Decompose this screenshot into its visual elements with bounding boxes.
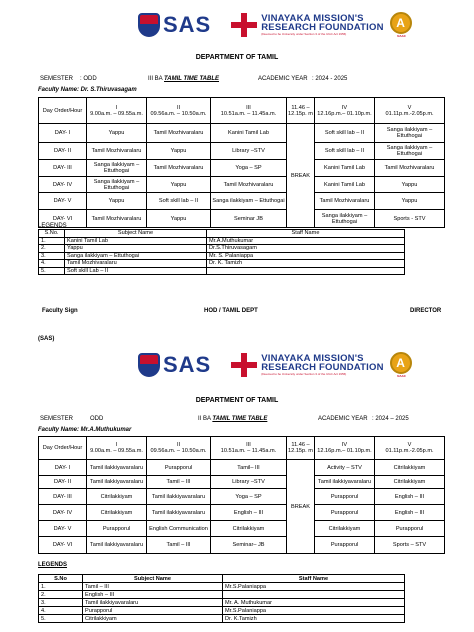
header-period-4: IV 12.16p.m.– 01.10p.m. (315, 98, 375, 124)
list-item: 2. Yappu Dr.S.Thiruvasagam (39, 245, 405, 253)
period-cell: Citrilakkiyam (87, 505, 147, 521)
timetable-2 (38, 436, 445, 554)
period-cell: Yappu (147, 143, 211, 160)
header-period-4: IV 12.16p.m.– 01.10p.m. (315, 437, 375, 460)
timetable-1 (38, 97, 445, 228)
timetable-header-row (39, 98, 445, 124)
period-cell: Citrilakkiyam (315, 521, 375, 537)
period-cell: Yappu (375, 193, 445, 210)
vmrf-line2: RESEARCH FOUNDATION (261, 362, 384, 373)
period-cell: Sanga ilakkiyam – Ettuthogai (315, 210, 375, 228)
header-day: Day Order/Hour (39, 437, 87, 460)
table-row (39, 193, 445, 210)
vmrf-line1: VINAYAKA MISSION'S (261, 353, 364, 364)
vmrf-sub: (Deemed to be University under Section 3 of the UGC Act 1956) (261, 372, 347, 376)
list-item: 1. Tamil – III Mr.S.Palaniappa (39, 583, 405, 591)
period-cell: English Communication (147, 521, 211, 537)
legends-title: LEGENDS (38, 562, 68, 568)
sas-shield-icon (138, 13, 160, 37)
table-row (39, 476, 445, 489)
break-cell: BREAK (287, 124, 315, 228)
department-title: DEPARTMENT OF TAMIL (195, 397, 279, 404)
period-cell: Seminar– JB (211, 537, 287, 554)
vmrf-logo (231, 353, 383, 377)
period-cell: Soft skill lab – II (315, 124, 375, 143)
header-logos (138, 12, 414, 38)
faculty-name: Faculty Name: Mr.A.Muthukumar (38, 427, 132, 433)
list-item: 5. Soft skill Lab – II (39, 267, 405, 275)
period-cell: Tamil Mozhivaralaru (211, 177, 287, 193)
period-cell: Sanga ilakkiyam – Ettuthogai (211, 193, 287, 210)
sas-note: (SAS) (38, 336, 55, 342)
table-row (39, 537, 445, 554)
day-cell: DAY- I (39, 460, 87, 476)
header-period-1: I 9.00a.m. – 09.55a.m. (87, 98, 147, 124)
break-cell: BREAK (287, 460, 315, 554)
period-cell: Purapporul (315, 505, 375, 521)
header-period-1: I 9.00a.m. – 09.55a.m. (87, 437, 147, 460)
day-cell: DAY- II (39, 143, 87, 160)
academic-year-label: ACADEMIC YEAR (258, 76, 308, 82)
day-cell: DAY- V (39, 193, 87, 210)
period-cell: Tamil ilakkiyavaralaru (87, 460, 147, 476)
header-period-5: V 01.11p.m.-2.05p.m. (375, 98, 445, 124)
vmrf-line1: VINAYAKA MISSION'S (261, 13, 364, 24)
table-row (39, 489, 445, 505)
period-cell: Tamil Mozhivaralaru (87, 143, 147, 160)
period-cell: Sanga ilakkiyam – Ettuthogai (375, 124, 445, 143)
sas-logo (138, 353, 211, 377)
period-cell: Yoga – SP (211, 160, 287, 177)
period-cell: Purapporul (147, 460, 211, 476)
period-cell: Activity – STV (315, 460, 375, 476)
period-cell: Kanini Tamil Lab (211, 124, 287, 143)
period-cell: Purapporul (87, 521, 147, 537)
class-info: III BA TAMIL TIME TABLE (148, 76, 220, 82)
header-day: Day Order/Hour (39, 98, 87, 124)
period-cell: Sanga ilakkiyam – Ettuthogai (375, 143, 445, 160)
vmrf-emblem-icon (231, 13, 257, 37)
header-logos (138, 352, 414, 378)
hod-sign-label: HOD / TAMIL DEPT (204, 308, 258, 314)
semester-value: ODD (90, 416, 104, 422)
table-row (39, 160, 445, 177)
period-cell: English – III (211, 505, 287, 521)
period-cell: Purapporul (315, 537, 375, 554)
day-cell: DAY- IV (39, 505, 87, 521)
period-cell: Soft skill lab – II (147, 193, 211, 210)
academic-year-value: : 2024 - 2025 (312, 76, 348, 82)
vmrf-emblem-icon (231, 353, 257, 377)
table-row (39, 177, 445, 193)
day-cell: DAY- VI (39, 210, 87, 228)
period-cell: Tamil Mozhivaralaru (375, 160, 445, 177)
period-cell: Yoga – SP (211, 489, 287, 505)
academic-year-value: : 2024 – 2025 (372, 416, 409, 422)
period-cell: Library –STV (211, 476, 287, 489)
list-item: 3. Sanga ilakkiyam – Ettuthogai Mr. S. Palaniappa (39, 252, 405, 260)
period-cell: Kanini Tamil Lab (315, 177, 375, 193)
period-cell: Tamil – III (147, 537, 211, 554)
class-info: II BA TAMIL TIME TABLE (198, 416, 268, 422)
period-cell: Yappu (147, 210, 211, 228)
period-cell: Yappu (375, 177, 445, 193)
table-row (39, 460, 445, 476)
period-cell: Tamil ilakkiyavaralaru (315, 476, 375, 489)
period-cell: Purapporul (315, 489, 375, 505)
table-row (39, 505, 445, 521)
period-cell: Seminar JB (211, 210, 287, 228)
list-item: 4. Tamil Mozhivaralaru Dr. K. Tamizh (39, 260, 405, 268)
naac-badge-icon: A NAAC (390, 12, 414, 38)
period-cell: Purapporul (375, 521, 445, 537)
timetable-header-row (39, 437, 445, 460)
period-cell: English – III (375, 505, 445, 521)
header-period-5: V 01.11p.m.-2.05p.m. (375, 437, 445, 460)
header-period-3: III 10.51a.m. – 11.45a.m. (211, 437, 287, 460)
period-cell: Tamil ilakkiyavaralaru (87, 476, 147, 489)
header-period-2: II 09.56a.m. – 10.50a.m. (147, 437, 211, 460)
period-cell: Tamil ilakkiyavaralaru (147, 505, 211, 521)
period-cell: Tamil Mozhivaralaru (315, 193, 375, 210)
table-row (39, 521, 445, 537)
list-item: 5. Citrilakkiyam Dr. K.Tamizh (39, 615, 405, 623)
period-cell: Soft skill lab – II (315, 143, 375, 160)
table-row (39, 210, 445, 228)
period-cell: Library –STV (211, 143, 287, 160)
period-cell: Tamil ilakkiyavaralaru (87, 537, 147, 554)
legends-table-2 (38, 574, 405, 623)
department-title: DEPARTMENT OF TAMIL (195, 54, 279, 61)
period-cell: Sports - STV (375, 210, 445, 228)
day-cell: DAY- III (39, 160, 87, 177)
naac-badge-icon: A NAAC (390, 352, 414, 378)
period-cell: Kanini Tamil Lab (315, 160, 375, 177)
list-item: 3. Tamil ilakkiyavaralaru Mr. A. Muthukumar (39, 599, 405, 607)
header-break: 11.46 – 12.15p. m (287, 437, 315, 460)
vmrf-logo (231, 13, 383, 37)
faculty-sign-label: Faculty Sign (42, 308, 78, 314)
period-cell: Sanga ilakkiyam – Ettuthogai (87, 160, 147, 177)
period-cell: Citrilakkiyam (211, 521, 287, 537)
header-break: 11.46 – 12.15p. m (287, 98, 315, 124)
semester-label: SEMESTER (40, 416, 74, 422)
period-cell: Tamil– III (211, 460, 287, 476)
header-period-3: III 10.51a.m. – 11.45a.m. (211, 98, 287, 124)
legends-table-1 (38, 229, 405, 275)
period-cell: Citrilakkiyam (375, 476, 445, 489)
list-item: 2. English – III (39, 591, 405, 599)
day-cell: DAY- III (39, 489, 87, 505)
period-cell: Tamil Mozhivaralaru (87, 210, 147, 228)
period-cell: Yappu (87, 124, 147, 143)
period-cell: Tamil – III (147, 476, 211, 489)
period-cell: Tamil Mozhivaralaru (147, 124, 211, 143)
day-cell: DAY- V (39, 521, 87, 537)
list-item: 1. Kanini Tamil Lab Mr.A.Muthukumar (39, 237, 405, 245)
day-cell: DAY- IV (39, 177, 87, 193)
legend-header-row: S.No Subject Name Staff Name (39, 575, 405, 583)
period-cell: Sports – STV (375, 537, 445, 554)
vmrf-sub: (Deemed to be University under Section 3 of the UGC Act 1956) (261, 32, 347, 36)
period-cell: Yappu (147, 177, 211, 193)
legend-header-row: S.No. Subject Name Staff Name (39, 230, 405, 238)
period-cell: Tamil Mozhivaralaru (147, 160, 211, 177)
vmrf-line2: RESEARCH FOUNDATION (261, 22, 384, 33)
table-row (39, 143, 445, 160)
semester-label: SEMESTER (40, 76, 74, 82)
director-sign-label: DIRECTOR (410, 308, 442, 314)
academic-year-label: ACADEMIC YEAR (318, 416, 368, 422)
period-cell: Citrilakkiyam (375, 460, 445, 476)
faculty-name: Faculty Name: Dr. S.Thiruvasagam (38, 87, 137, 93)
period-cell: English – III (375, 489, 445, 505)
sas-logo (138, 13, 211, 37)
day-cell: DAY- VI (39, 537, 87, 554)
sas-logo-text: SAS (163, 12, 212, 37)
day-cell: DAY- II (39, 476, 87, 489)
table-row (39, 124, 445, 143)
sas-shield-icon (138, 353, 160, 377)
period-cell: Tamil ilakkiyavaralaru (147, 489, 211, 505)
list-item: 4. Purapporul Mr.S.Palaniappa (39, 607, 405, 615)
header-period-2: II 09.56a.m. – 10.50a.m. (147, 98, 211, 124)
period-cell: Sanga ilakkiyam – Ettuthogai (87, 177, 147, 193)
period-cell: Citrilakkiyam (87, 489, 147, 505)
day-cell: DAY- I (39, 124, 87, 143)
sas-logo-text: SAS (163, 352, 212, 377)
period-cell: Yappu (87, 193, 147, 210)
legends-title: LEGENDS (38, 223, 67, 229)
semester-value: : ODD (80, 76, 97, 82)
